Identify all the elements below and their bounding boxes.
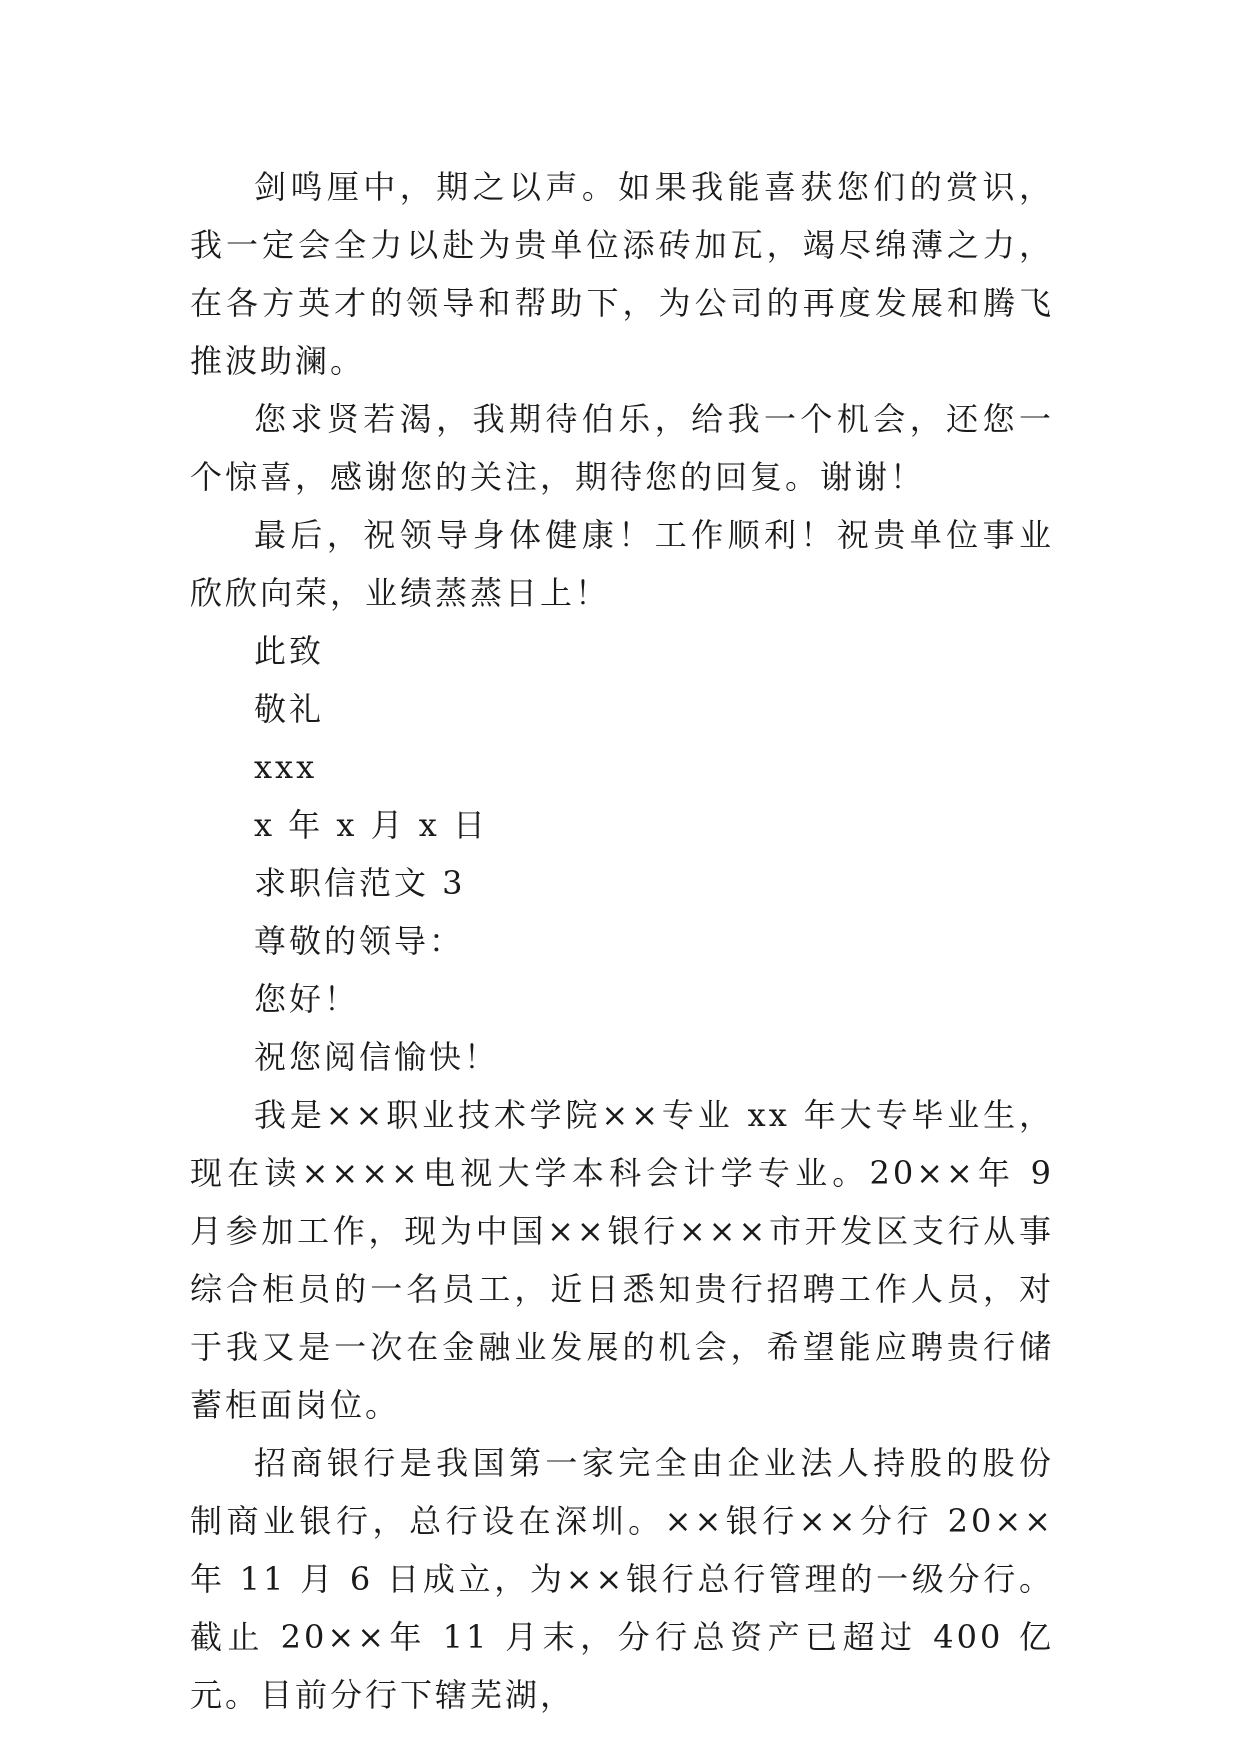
paragraph: 您求贤若渴，我期待伯乐，给我一个机会，还您一个惊喜，感谢您的关注，期待您的回复。谢谢！ xyxy=(190,400,1054,496)
paragraph: 我是××职业技术学院××专业 xx 年大专毕业生，现在读××××电视大学本科会计学专业。20××年 9 月参加工作，现为中国××银行×××市开发区支行从事综合柜员的一名员工，近日悉知贵行招聘工作人员，对于我又是一次在金融业发展的机会，希望能应聘贵行储蓄柜面岗位。 xyxy=(190,1096,1054,1424)
paragraph: 最后，祝领导身体健康！工作顺利！祝贵单位事业欣欣向荣，业绩蒸蒸日上！ xyxy=(190,516,1054,612)
signature-line: xxx xyxy=(254,748,318,786)
wish-line: 祝您阅信愉快！ xyxy=(254,1038,500,1076)
paragraph: 招商银行是我国第一家完全由企业法人持股的股份制商业银行，总行设在深圳。××银行××分行 20××年 11 月 6 日成立，为××银行总行管理的一级分行。截止 20××年 11 月末，分行总资产已超过 400 亿元。目前分行下辖芜湖， xyxy=(190,1444,1054,1714)
closing-line: 此致 xyxy=(254,632,325,670)
document-body xyxy=(190,158,1054,1724)
greeting-line: 尊敬的领导： xyxy=(254,922,465,960)
paragraph: 剑鸣厘中，期之以声。如果我能喜获您们的赏识，我一定会全力以赴为贵单位添砖加瓦，竭尽绵薄之力，在各方英才的领导和帮助下，为公司的再度发展和腾飞推波助澜。 xyxy=(190,168,1054,380)
section-title: 求职信范文 3 xyxy=(254,864,466,902)
date-line: x 年 x 月 x 日 xyxy=(254,806,489,844)
hello-line: 您好！ xyxy=(254,980,360,1018)
salute-line: 敬礼 xyxy=(254,690,325,728)
